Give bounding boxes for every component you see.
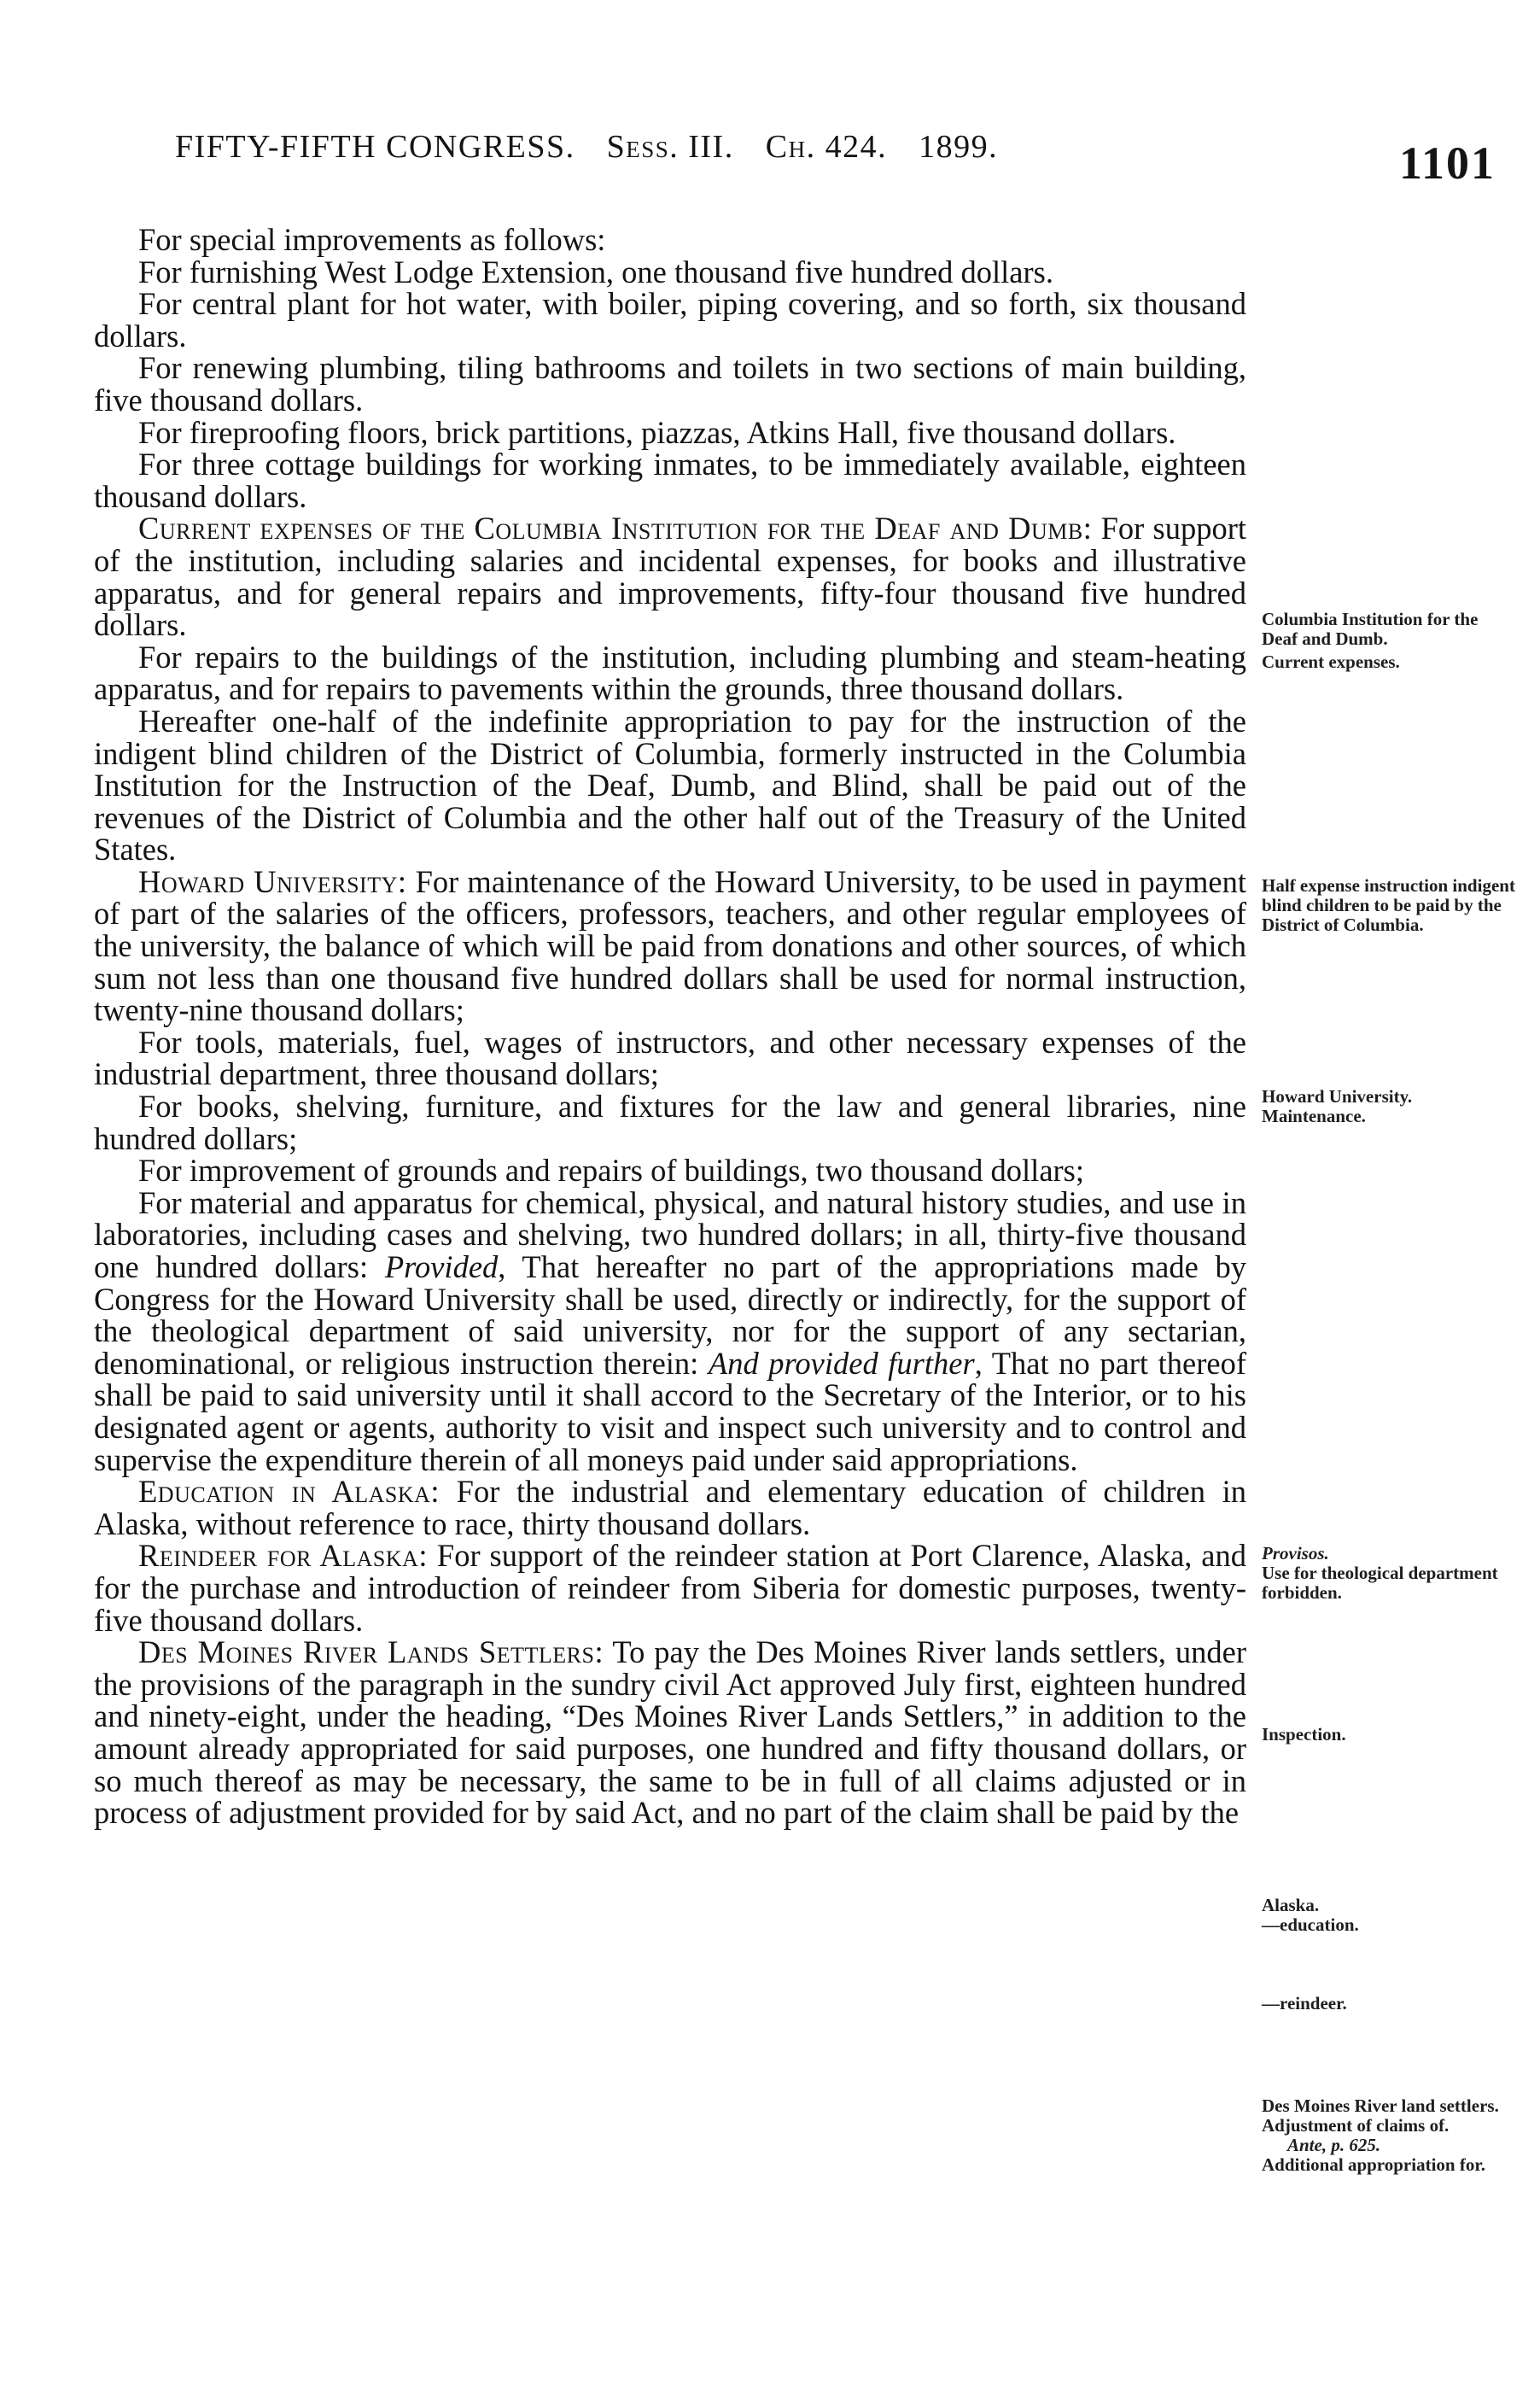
paragraph-special-improvements: For special improvements as follows:: [138, 222, 606, 257]
paragraph-cottage-buildings: For three cottage buildings for working inmates, to be immediately available, eighteen thousand dollars.: [94, 447, 1246, 514]
margin-note-line: Des Moines River land settlers.: [1262, 2095, 1499, 2116]
margin-note-howard: [1262, 1087, 1518, 1126]
heading-education-alaska: Education in Alaska:: [138, 1474, 440, 1510]
paragraph-central-plant: For central plant for hot water, with boiler, piping covering, and so forth, six thousand dollars.: [94, 286, 1246, 354]
margin-note-line: Additional appropriation for.: [1262, 2154, 1485, 2175]
text-howard-maintenance: For maintenance of the Howard University, to be used in payment of part of the salaries of the officers, professors, teachers, and other regular employees of the university, the balance of which will be paid from donations and other sources, of which sum not less than one thousand five hundred dollars shall be used for normal instruction, twenty-nine thousand dollars;: [94, 863, 1246, 1028]
paragraph-reindeer: [94, 1540, 1246, 1636]
paragraph-education-alaska: [94, 1476, 1246, 1540]
word-provided: Provided: [384, 1249, 499, 1284]
margin-note-provisos: [1262, 1544, 1518, 1603]
text-theological: , That hereafter no part of the appropriations made by Congress for the Howard University shall be used, directly or indirectly, for the support of the theological department of said university, nor for the support of any sectarian, denominational, or religious instruction therein:: [94, 1249, 1246, 1381]
text-reindeer: For support of the reindeer station at Port Clarence, Alaska, and for the purchase and introduction of reindeer from Siberia for domestic purposes, twenty-five thousand dollars.: [94, 1538, 1246, 1638]
margin-note-line: Maintenance.: [1262, 1106, 1366, 1126]
heading-columbia-institution: Current expenses of the Columbia Institution for the Deaf and Dumb:: [138, 511, 1093, 546]
margin-note-line: Current expenses.: [1262, 652, 1400, 672]
heading-howard-university: Howard University:: [138, 863, 407, 899]
margin-note-line: —reindeer.: [1262, 1993, 1347, 2013]
paragraph-books: For books, shelving, furniture, and fixtures for the law and general libraries, nine hundred dollars;: [94, 1089, 1246, 1156]
session-label: Sess. III.: [606, 129, 734, 165]
text-education-alaska: For the industrial and elementary education of children in Alaska, without reference to race, thirty thousand dollars.: [94, 1474, 1247, 1541]
paragraph-columbia-institution: [94, 511, 1246, 643]
paragraph-grounds: For improvement of grounds and repairs of buildings, two thousand dollars;: [138, 1153, 1085, 1189]
margin-note-columbia: [1262, 610, 1518, 672]
heading-des-moines: Des Moines River Lands Settlers:: [138, 1634, 604, 1670]
text-apparatus: For material and apparatus for chemical, physical, and natural history studies, and use in laboratories, including cases and shelving, two hundred dollars; in all, thirty-five thousand one hundred dollars:: [94, 1184, 1246, 1284]
text-des-moines: To pay the Des Moines River lands settlers, under the provisions of the paragraph in the sundry civil Act approved July first, eighteen hundred and ninety-eight, under the heading, “Des Moines River Lands Settlers,” in addition to the amount already appropriated for said purposes, one hundred and fifty thousand dollars, or so much thereof as may be necessary, the same to be in full of all claims adjusted or in process of adjustment provided for by said Act, and no part of the claim shall be paid by the: [94, 1634, 1246, 1831]
margin-note-line: Alaska.: [1262, 1895, 1320, 1915]
margin-note-line: Inspection.: [1262, 1724, 1346, 1745]
words-and-provided-further: And provided further: [708, 1345, 975, 1381]
paragraph-tools: For tools, materials, fuel, wages of instructors, and other necessary expenses of the industrial department, three thousand dollars;: [94, 1024, 1246, 1092]
margin-note-line: Half expense instruction indigent blind children to be paid by the District of Columbia.: [1262, 875, 1515, 935]
margin-note-line: Adjustment of claims of.: [1262, 2115, 1450, 2136]
heading-reindeer: Reindeer for Alaska:: [138, 1538, 429, 1574]
paragraph-blind-children: Hereafter one-half of the indefinite appropriation to pay for the instruction of the indigent blind children of the District of Columbia, formerly instructed in the Columbia Institution for the Instruction of the Deaf, Dumb, and Blind, shall be paid out of the revenues of the District of Columbia and the other half out of the Treasury of the United States.: [94, 703, 1246, 868]
page-number: 1101: [1398, 137, 1496, 189]
body-text: [94, 224, 1246, 1829]
margin-note-line: Use for theological department forbidden.: [1262, 1563, 1498, 1603]
text-columbia-support: For support of the institution, including salaries and incidental expenses, for books and illustrative apparatus, and for general repairs and improvements, fifty-four thousand five hundred dollars.: [94, 511, 1246, 643]
margin-note-line: Columbia Institution for the Deaf and Dumb.: [1262, 609, 1479, 649]
margin-note-inspection: [1262, 1725, 1518, 1745]
paragraph-apparatus: [94, 1184, 1247, 1477]
congress-title: FIFTY-FIFTH CONGRESS.: [175, 129, 575, 165]
margin-note-half-expense: [1262, 876, 1518, 935]
text-inspection: , That no part thereof shall be paid to said university until it shall accord to the Secretary of the Interior, or to his designated agent or agents, authority to visit and inspect such university and to control and supervise the expenditure therein of all moneys paid under said appropriations.: [94, 1345, 1247, 1477]
paragraph-west-lodge: For furnishing West Lodge Extension, one thousand five hundred dollars.: [138, 254, 1053, 289]
paragraph-fireproofing: For fireproofing floors, brick partitions, piazzas, Atkins Hall, five thousand dollars.: [138, 414, 1176, 450]
margin-note-des-moines: [1262, 2096, 1518, 2175]
margin-note-line: Ante, p. 625.: [1287, 2135, 1381, 2155]
chapter-label: Ch. 424.: [765, 129, 888, 165]
margin-note-line: Howard University.: [1262, 1086, 1413, 1107]
margin-note-line: —education.: [1262, 1914, 1359, 1935]
margin-note-alaska: [1262, 1896, 1518, 1935]
margin-note-reindeer: [1262, 1994, 1518, 2013]
paragraph-repairs: For repairs to the buildings of the institution, including plumbing and steam-heating apparatus, and for repairs to pavements within the grounds, three thousand dollars.: [94, 639, 1246, 707]
running-head: [175, 128, 1327, 166]
paragraph-des-moines: [94, 1636, 1246, 1829]
year-label: 1899.: [919, 129, 999, 165]
paragraph-plumbing: For renewing plumbing, tiling bathrooms and toilets in two sections of main building, five thousand dollars.: [94, 350, 1246, 418]
paragraph-howard-university: [94, 863, 1246, 1028]
margin-note-line: Provisos.: [1262, 1543, 1329, 1563]
